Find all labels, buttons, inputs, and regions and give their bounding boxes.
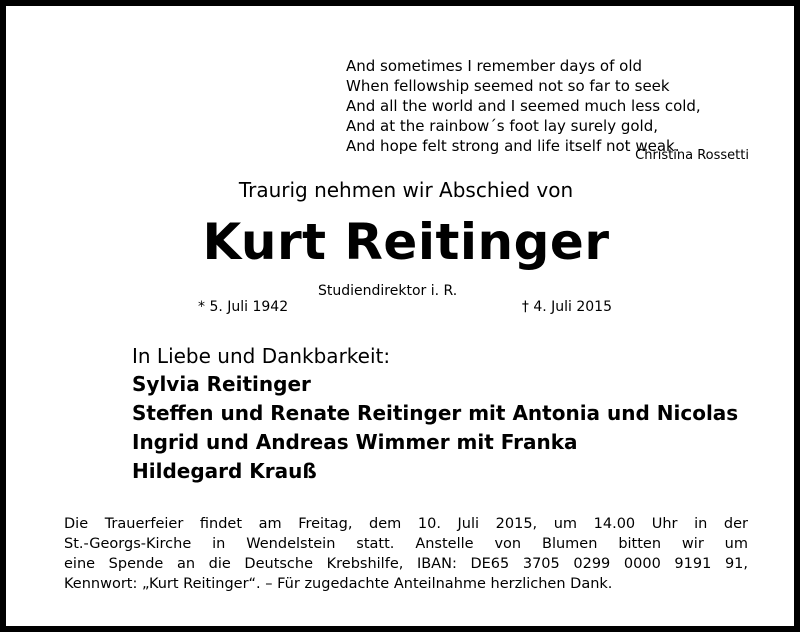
family-member: Ingrid und Andreas Wimmer mit Franka	[132, 430, 578, 454]
family-member: Sylvia Reitinger	[132, 372, 311, 396]
notice-line: St.-Georgs-Kirche in Wendelstein statt. Anstelle von Blumen bitten wir um	[64, 536, 748, 552]
death-date: † 4. Juli 2015	[521, 299, 612, 315]
birth-date: * 5. Juli 1942	[198, 299, 289, 315]
poem-line: And at the rainbow´s foot lay surely gold,	[346, 117, 659, 135]
family-heading: In Liebe und Dankbarkeit:	[132, 344, 391, 368]
intro-text: Traurig nehmen wir Abschied von	[238, 178, 574, 202]
notice-line: Die Trauerfeier findet am Freitag, dem 10. Juli 2015, um 14.00 Uhr in der	[64, 516, 748, 532]
life-dates	[198, 298, 612, 318]
poem-line: And sometimes I remember days of old	[346, 57, 643, 75]
deceased-title: Studiendirektor i. R.	[318, 283, 458, 299]
poem-line: And hope felt strong and life itself not weak.	[346, 137, 680, 155]
notice-line: eine Spende an die Deutsche Krebshilfe, IBAN: DE65 3705 0299 0000 9191 91,	[64, 556, 748, 572]
family-block	[132, 342, 738, 486]
family-member: Hildegard Krauß	[132, 459, 317, 483]
family-member: Steffen und Renate Reitinger mit Antonia und Nicolas	[132, 401, 739, 425]
poem-line: When fellowship seemed not so far to seek	[346, 77, 670, 95]
deceased-name: Kurt Reitinger	[202, 213, 610, 271]
poem-author: Christina Rossetti	[635, 148, 749, 163]
notice-line: Kennwort: „Kurt Reitinger“. – Für zugedachte Anteilnahme herzlichen Dank.	[64, 576, 613, 592]
poem-line: And all the world and I seemed much less cold,	[346, 97, 701, 115]
poem-block	[346, 56, 749, 163]
funeral-notice	[64, 514, 748, 594]
